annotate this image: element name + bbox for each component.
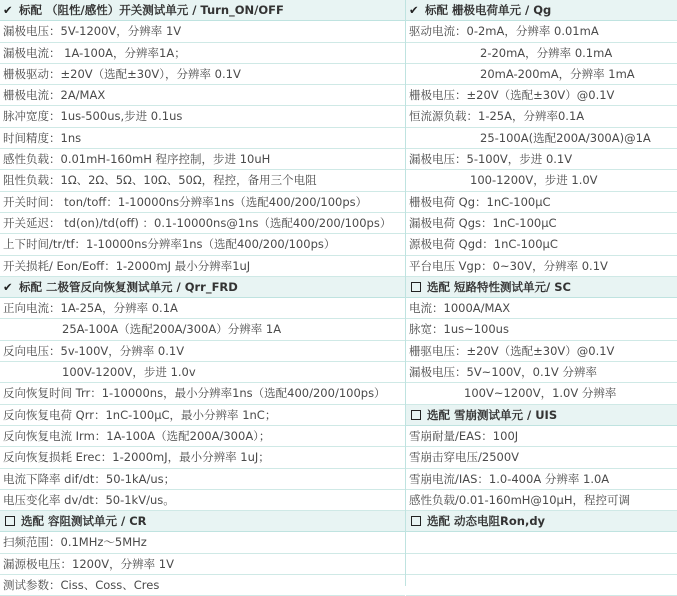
spec-row: 栅极电压：±20V（选配±30V）@0.1V xyxy=(406,85,677,106)
spec-row: 25-100A(选配200A/300A)@1A xyxy=(406,128,677,149)
spec-row: 漏极电压：5V~100V，0.1V 分辨率 xyxy=(406,362,677,383)
spec-row: 漏极电荷 Qgs：1nC-100μC xyxy=(406,213,677,234)
spec-row: 平台电压 Vgp：0~30V，分辨率 0.1V xyxy=(406,256,677,277)
empty-row xyxy=(406,554,677,575)
spec-row: 扫频范围：0.1MHz～5MHz xyxy=(0,532,405,553)
spec-row: 脉冲宽度：1us-500us,步进 0.1us xyxy=(0,106,405,127)
checkbox-empty-icon xyxy=(411,282,421,292)
spec-row: 雪崩击穿电压/2500V xyxy=(406,447,677,468)
spec-row: 反向电压：5v-100V，分辨率 0.1V xyxy=(0,341,405,362)
section-header-qg: ✔ 标配 栅极电荷单元 / Qg xyxy=(406,0,677,21)
spec-row: 测试参数：Ciss、Coss、Cres xyxy=(0,575,405,596)
spec-row: 反向恢复时间 Trr：1-10000ns，最小分辨率1ns（选配400/200/100ps） xyxy=(0,383,405,404)
spec-row: 雪崩电流/IAS：1.0-400A 分辨率 1.0A xyxy=(406,469,677,490)
checkbox-empty-icon xyxy=(411,410,421,420)
spec-row: 栅驱电压：±20V（选配±30V）@0.1V xyxy=(406,341,677,362)
spec-row: 恒流源负载：1-25A，分辨率0.1A xyxy=(406,106,677,127)
spec-row: 电压变化率 dv/dt：50-1kV/us。 xyxy=(0,490,405,511)
spec-row: 栅极电流：2A/MAX xyxy=(0,85,405,106)
spec-row: 100V-1200V，步进 1.0v xyxy=(0,362,405,383)
spec-row: 栅极电荷 Qg：1nC-100μC xyxy=(406,192,677,213)
spec-row: 阻性负载：1Ω、2Ω、5Ω、10Ω、50Ω，程控，备用三个电阻 xyxy=(0,170,405,191)
spec-row: 时间精度：1ns xyxy=(0,128,405,149)
section-header-cr: 选配 容阻测试单元 / CR xyxy=(0,511,405,532)
section-header-sc: 选配 短路特性测试单元/ SC xyxy=(406,277,677,298)
spec-row: 漏极电压：5V-1200V，分辨率 1V xyxy=(0,21,405,42)
spec-row: 反向恢复电流 Irm：1A-100A（选配200A/300A）； xyxy=(0,426,405,447)
section-header-uis: 选配 雪崩测试单元 / UIS xyxy=(406,405,677,426)
section-header-frd: ✔ 标配 二极管反向恢复测试单元 / Qrr_FRD xyxy=(0,277,405,298)
spec-row: 雪崩耐量/EAS：100J xyxy=(406,426,677,447)
spec-row: 上下时间/tr/tf：1-10000ns分辨率1ns（选配400/200/100ps） xyxy=(0,234,405,255)
check-icon: ✔ xyxy=(3,279,13,294)
check-icon: ✔ xyxy=(409,3,419,17)
section-header-rdy: 选配 动态电阻Ron,dy xyxy=(406,511,677,532)
spec-row: 电流下降率 dif/dt：50-1kA/us； xyxy=(0,469,405,490)
spec-row: 2-20mA，分辨率 0.1mA xyxy=(406,43,677,64)
spec-row: 漏源极电压：1200V，分辨率 1V xyxy=(0,554,405,575)
spec-row: 脉宽：1us~100us xyxy=(406,319,677,340)
spec-row: 源极电荷 Qgd：1nC-100μC xyxy=(406,234,677,255)
spec-row: 感性负载/0.01-160mH@10μH，程控可调 xyxy=(406,490,677,511)
spec-row: 漏极电流： 1A-100A，分辨率1A； xyxy=(0,43,405,64)
check-icon: ✔ xyxy=(3,3,13,17)
spec-row: 100-1200V，步进 1.0V xyxy=(406,170,677,191)
spec-row: 正向电流：1A-25A，分辨率 0.1A xyxy=(0,298,405,319)
checkbox-empty-icon xyxy=(5,516,15,526)
checkbox-empty-icon xyxy=(411,516,421,526)
spec-row: 开关时间： ton/toff：1-10000ns分辨率1ns（选配400/200/100ps） xyxy=(0,192,405,213)
spec-row: 反向恢复损耗 Erec：1-2000mJ，最小分辨率 1uJ； xyxy=(0,447,405,468)
section-header-turn: ✔ 标配 （阻性/感性）开关测试单元 / Turn_ON/OFF xyxy=(0,0,405,21)
spec-row: 驱动电流：0-2mA，分辨率 0.01mA xyxy=(406,21,677,42)
empty-row xyxy=(406,532,677,553)
spec-row: 感性负载：0.01mH-160mH 程序控制，步进 10uH xyxy=(0,149,405,170)
spec-row: 开关损耗/ Eon/Eoff：1-2000mJ 最小分辨率1uJ xyxy=(0,256,405,277)
spec-row: 20mA-200mA，分辨率 1mA xyxy=(406,64,677,85)
spec-row: 漏极电压：5-100V，步进 0.1V xyxy=(406,149,677,170)
spec-row: 100V~1200V，1.0V 分辨率 xyxy=(406,383,677,404)
spec-row: 开关延迟： td(on)/td(off) ：0.1-10000ns@1ns（选配400/200/100ps） xyxy=(0,213,405,234)
spec-row: 反向恢复电荷 Qrr：1nC-100μC，最小分辨率 1nC； xyxy=(0,405,405,426)
spec-row: 25A-100A（选配200A/300A）分辨率 1A xyxy=(0,319,405,340)
right-column xyxy=(406,0,677,586)
spec-row: 电流：1000A/MAX xyxy=(406,298,677,319)
spec-row: 栅极驱动：±20V（选配±30V），分辨率 0.1V xyxy=(0,64,405,85)
